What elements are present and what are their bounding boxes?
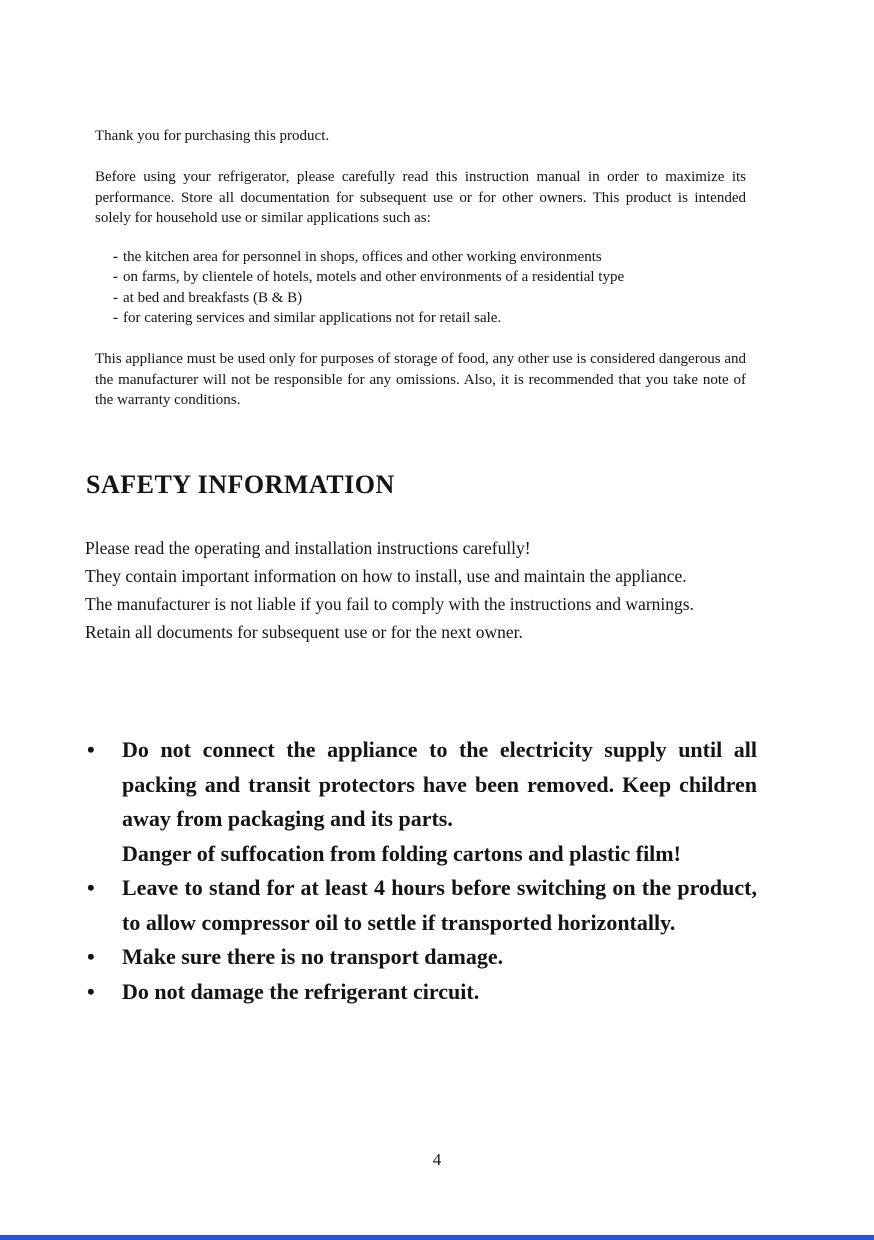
dash-marker-icon: -	[113, 289, 118, 306]
thanks-paragraph: Thank you for purchasing this product.	[95, 128, 330, 144]
section-heading: SAFETY INFORMATION	[86, 470, 395, 499]
safety-intro-line: The manufacturer is not liable if you fail to comply with the instructions and warnings.	[85, 594, 694, 614]
page-number: 4	[432, 1150, 442, 1169]
warning-text: Make sure there is no transport damage.	[122, 944, 504, 969]
warning-text: Do not connect the appliance to the electricity supply until all packing and transit protectors have been removed. Keep children away from packaging and its parts.	[122, 737, 757, 831]
footer-accent-bar	[0, 1235, 874, 1240]
application-text: the kitchen area for personnel in shops, offices and other working environments	[123, 249, 602, 265]
dash-marker-icon: -	[113, 269, 118, 286]
application-text: on farms, by clientele of hotels, motels and other environments of a residential type	[123, 269, 625, 286]
warning-list	[85, 733, 757, 1009]
list-item	[113, 267, 746, 287]
dash-marker-icon: -	[113, 249, 118, 265]
warning-text: Do not damage the refrigerant circuit.	[122, 978, 480, 1004]
application-text: at bed and breakfasts (B & B)	[123, 289, 303, 306]
bullet-marker-icon: •	[87, 978, 95, 1004]
warning-item	[85, 871, 757, 940]
safety-intro-line: Please read the operating and installation instructions carefully!	[85, 538, 531, 558]
list-item	[113, 288, 746, 308]
warning-item	[85, 975, 757, 1010]
dash-marker-icon: -	[113, 310, 118, 327]
warning-item	[85, 733, 757, 871]
purpose-paragraph: This appliance must be used only for purposes of storage of food, any other use is considered dangerous and the manufacturer will not be responsible for any omissions. Also, it is recommended that you take note of the warranty conditions.	[95, 351, 746, 408]
bullet-marker-icon: •	[87, 737, 95, 762]
warning-text: Leave to stand for at least 4 hours before switching on the product, to allow compressor oil to settle if transported horizontally.	[122, 875, 757, 935]
application-text: for catering services and similar applications not for retail sale.	[123, 310, 502, 327]
bullet-marker-icon: •	[87, 944, 95, 969]
applications-list	[113, 247, 746, 329]
safety-intro-line: They contain important information on how to install, use and maintain the appliance.	[85, 566, 687, 586]
safety-intro-block	[85, 534, 756, 646]
before-use-paragraph: Before using your refrigerator, please carefully read this instruction manual in order to maximize its performance. Store all documentation for subsequent use or for other owners. This product is intended solely for household use or similar applications such as:	[95, 169, 746, 226]
warning-note: Danger of suffocation from folding cartons and plastic film!	[122, 840, 681, 866]
safety-intro-line: Retain all documents for subsequent use or for the next owner.	[85, 622, 523, 642]
list-item	[113, 247, 746, 267]
warning-item	[85, 940, 757, 975]
bullet-marker-icon: •	[87, 875, 95, 900]
list-item	[113, 308, 746, 328]
